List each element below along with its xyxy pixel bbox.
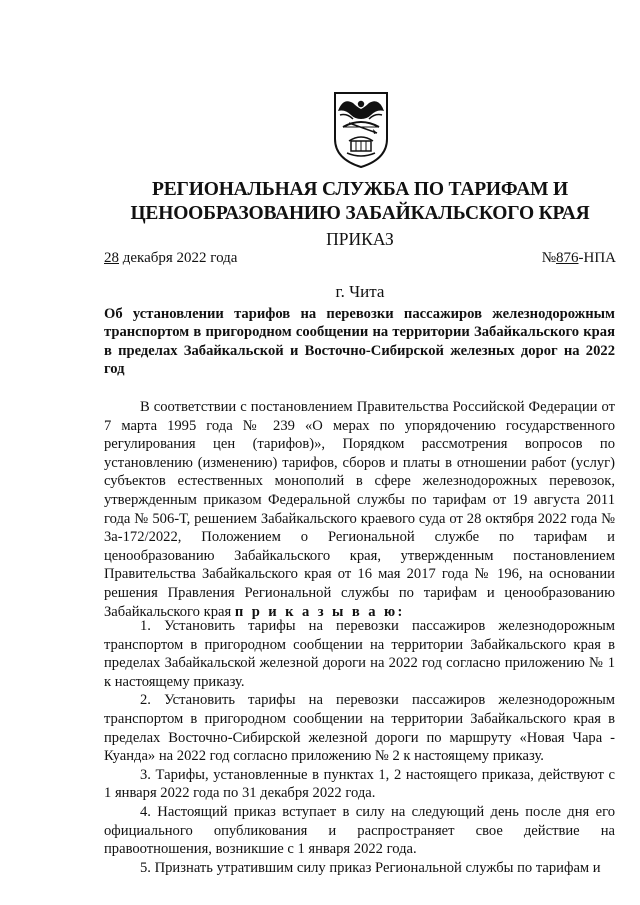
order-item-3: 3. Тарифы, установленные в пунктах 1, 2 настоящего приказа, действуют с 1 января 2022 года по 31 декабря 2022 года. [104,766,615,802]
order-date-day: 28 [104,250,119,266]
organization-name-line-2: ЦЕНООБРАЗОВАНИЮ ЗАБАЙКАЛЬСКОГО КРАЯ [130,203,590,224]
order-word: п р и к а з ы в а ю: [234,603,405,620]
order-item-2: 2. Установить тарифы на перевозки пассажиров железнодорожным транспортом в пригородном сообщении на территории Забайкальского края в пределах Восточно-Сибирской железной дороги по маршруту «Новая Чара - Куанда» на 2022 год согласно приложению № 2 к настоящему приказу. [104,692,615,765]
order-number-value: 876 [556,250,579,266]
order-item-4: 4. Настоящий приказ вступает в силу на следующий день после дня его официального опубликования и распространяет свое действие на правоотношения, возникшие с 1 января 2022 года. [104,803,615,858]
order-item-5: 5. Признать утратившим силу приказ Региональной службы по тарифам и [140,859,601,876]
order-date [104,249,237,268]
city: г. Чита [335,282,385,301]
coat-of-arms-icon [331,89,391,169]
order-item-1: 1. Установить тарифы на перевозки пассажиров железнодорожным транспортом в пригородном сообщении на территории Забайкальского края в пределах Забайкальской железной дороги на 2022 год согласно приложению № 1 к настоящему приказу. [104,618,615,690]
order-subject: Об установлении тарифов на перевозки пассажиров железнодорожным транспортом в пригородном сообщении на территории Забайкальского края в пределах Забайкальской и Восточно-Сибирской железных дорог на 2022 год [104,306,615,378]
organization-name [60,178,640,226]
document-type: ПРИКАЗ [326,229,394,249]
order-number [542,249,616,268]
preamble-paragraph [104,398,615,621]
organization-name-line-1: РЕГИОНАЛЬНАЯ СЛУЖБА ПО ТАРИФАМ И [152,179,568,200]
order-items [104,617,615,877]
order-number-prefix: № [541,250,556,266]
order-date-rest: декабря 2022 года [119,250,238,266]
order-number-suffix: -НПА [578,250,616,266]
preamble-text: В соответствии с постановлением Правительства Российской Федерации от 7 марта 1995 года № 239 «О мерах по упорядочению государственного регулирования цен (тарифов)», Порядком рассмотрения вопросов по установлению (изменению) тарифов, сборов и платы в отношении работ (услуг) субъектов естественных монополий в сфере железнодорожных перевозок, утвержденным приказом Федеральной службы по тарифам от 19 августа 2011 года № 506-Т, решением Забайкальского краевого суда от 28 октября 2022 года № 3а-172/2022, Положением о Региональной службе по тарифам и ценообразованию Забайкальского края, утвержденным постановлением Правительства Забайкальского края от 16 мая 2017 года № 196, на основании решения Правления Региональной службы по тарифам и ценообразованию Забайкальского края [104,399,615,620]
